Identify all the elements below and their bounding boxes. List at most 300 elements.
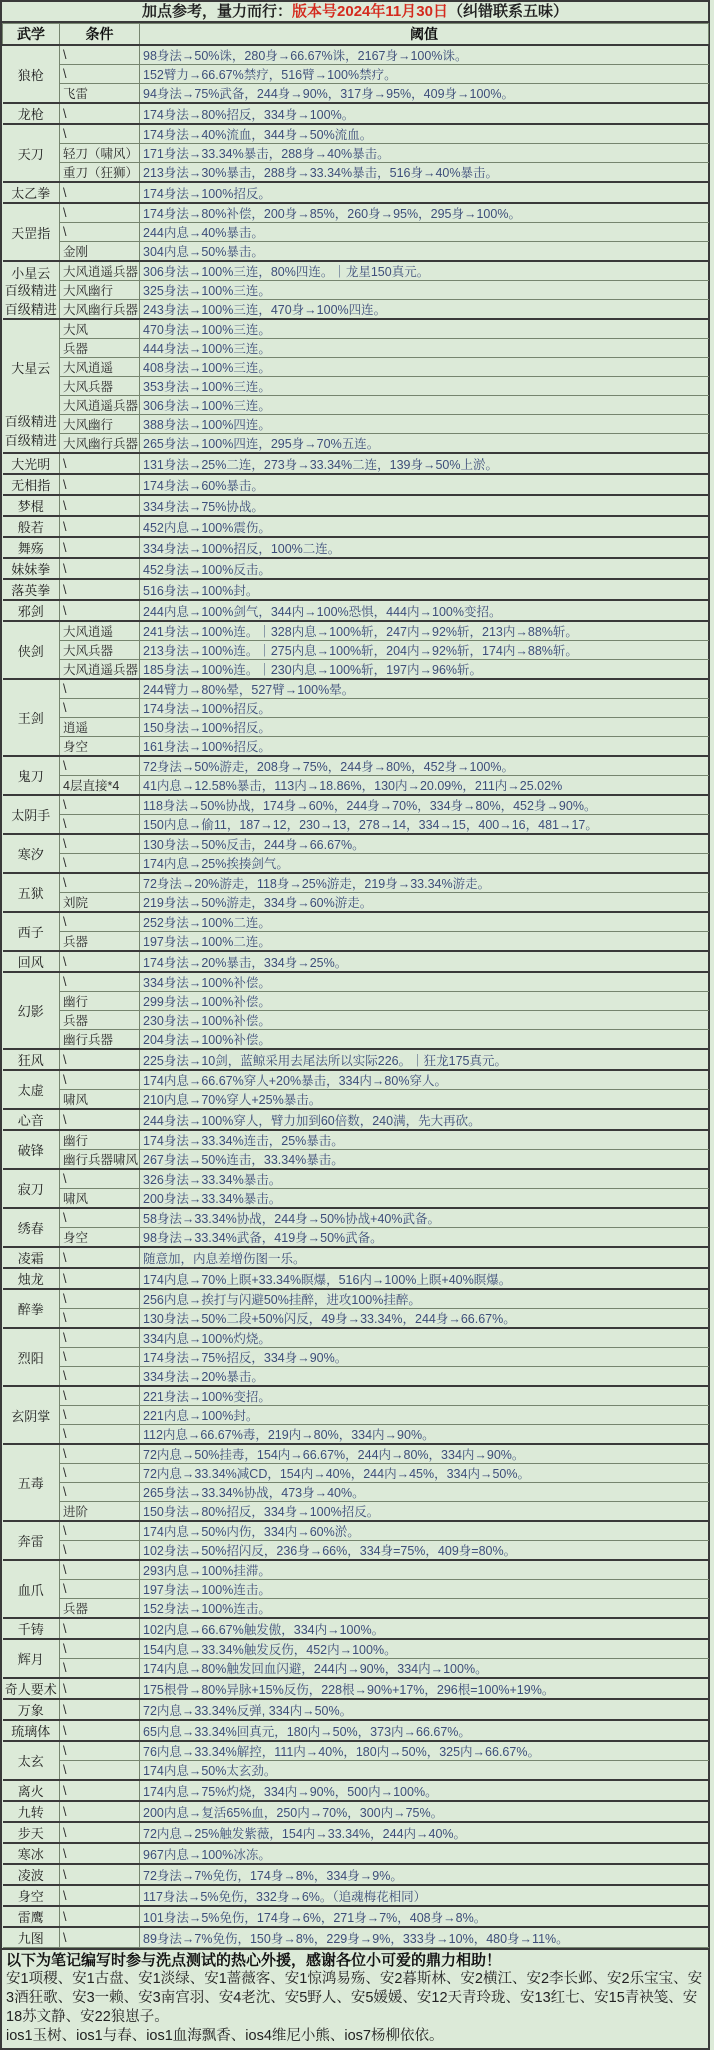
threshold-cell: 150内息→偷11，187→12，230→13，278→14，334→15，400→16，481→17。 [140,815,709,835]
condition-cell: 大风幽行兵器 [60,300,140,320]
table-row [3,1906,709,1927]
threshold-cell: 185身法→100%连。｜230内息→100%斩，197内→96%斩。 [140,660,709,680]
threshold-cell: 221内息→100%封。 [140,1406,709,1425]
martial-art-name: 五毒 [3,1444,60,1521]
threshold-cell: 452身法→100%反击。 [140,558,709,579]
table-row [3,873,709,893]
table-row [3,834,709,854]
martial-art-name: 辉月 [3,1639,60,1678]
martial-art-name: 妹妹拳 [3,558,60,579]
condition-cell: 大风逍遥兵器 [60,396,140,415]
condition-cell: \ [60,223,140,242]
condition-cell: \ [60,1580,140,1599]
table-row [3,1541,709,1561]
condition-cell: \ [60,1659,140,1679]
condition-cell: \ [60,1780,140,1801]
table-row [3,1130,709,1150]
stat-threshold-table [2,23,709,1948]
condition-cell: 大风幽行 [60,281,140,300]
threshold-cell: 41内息→12.58%暴击，113内→18.86%，130内→20.09%，211内→25.02% [140,776,709,796]
threshold-cell: 130身法→50%二段+50%闪反，49身→33.34%，244身→66.67%。 [140,1309,709,1329]
threshold-cell: 325身法→100%三连。 [140,281,709,300]
martial-art-name: 梦棍 [3,495,60,516]
martial-art-name: 狼枪 [3,45,60,103]
martial-art-name: 大光明 [3,453,60,474]
condition-cell: \ [60,795,140,815]
threshold-cell: 101身法→5%免伤，174身→6%，271身→7%，408身→8%。 [140,1906,709,1927]
threshold-cell: 174身法→20%暴击，334身→25%。 [140,951,709,972]
threshold-cell: 随意加，内息差增伤图一乐。 [140,1247,709,1268]
condition-cell: \ [60,1247,140,1268]
martial-art-name: 舞殇 [3,537,60,558]
table-row [3,1289,709,1309]
threshold-cell: 293内息→100%挂滞。 [140,1560,709,1580]
table-row [3,756,709,776]
table-row [3,776,709,796]
martial-art-name: 鬼刀 [3,756,60,795]
table-row [3,163,709,183]
threshold-cell: 197身法→100%连击。 [140,1580,709,1599]
condition-cell: \ [60,558,140,579]
table-row [3,1228,709,1248]
threshold-cell: 174内息→80%触发回血闪避，244内→90%，334内→100%。 [140,1659,709,1679]
condition-cell: 刘院 [60,893,140,913]
condition-cell: 大风幽行兵器 [60,434,140,454]
threshold-cell: 72身法→50%游走，208身→75%，244身→80%，452身→100%。 [140,756,709,776]
threshold-cell: 267身法→50%连击，33.34%暴击。 [140,1150,709,1170]
threshold-cell: 161身法→100%招反。 [140,737,709,757]
condition-cell: \ [60,1109,140,1130]
table-row [3,1367,709,1387]
threshold-cell: 243身法→100%三连，470身→100%四连。 [140,300,709,320]
table-row [3,1843,709,1864]
condition-cell: \ [60,1801,140,1822]
condition-cell: 幽行 [60,992,140,1011]
table-row [3,699,709,718]
condition-cell: \ [60,474,140,495]
threshold-cell: 967内息→100%冰冻。 [140,1843,709,1864]
table-row [3,660,709,680]
table-row [3,1444,709,1464]
table-row [3,1328,709,1348]
table-row [3,1741,709,1761]
table-row [3,84,709,104]
martial-art-name: 玄阴掌 [3,1386,60,1444]
threshold-cell: 219身法→50%游走，334身→60%游走。 [140,893,709,913]
table-row [3,1406,709,1425]
threshold-cell: 152身法→100%连击。 [140,1599,709,1619]
condition-cell: \ [60,1618,140,1639]
martial-art-name: 烈阳 [3,1328,60,1386]
header-condition: 条件 [60,24,140,46]
condition-cell: 大风兵器 [60,377,140,396]
threshold-cell: 76内息→33.34%解控，111内→40%，180内→50%，325内→66.67%。 [140,1741,709,1761]
martial-art-name: 太虚 [3,1070,60,1109]
condition-cell: \ [60,1464,140,1483]
condition-cell: \ [60,1328,140,1348]
threshold-cell: 174身法→100%招反。 [140,699,709,718]
threshold-cell: 334身法→100%补偿。 [140,972,709,992]
condition-cell: 进阶 [60,1502,140,1522]
threshold-cell: 174内息→75%灼烧，334内→90%，500内→100%。 [140,1780,709,1801]
condition-cell: \ [60,1541,140,1561]
martial-art-name: 绣春 [3,1208,60,1247]
condition-cell: 逍遥 [60,718,140,737]
threshold-cell: 304内息→50%暴击。 [140,242,709,262]
condition-cell: \ [60,182,140,203]
martial-art-name: 寒冰 [3,1843,60,1864]
threshold-cell: 174身法→75%招反，334身→90%。 [140,1348,709,1367]
threshold-cell: 174身法→40%流血，344身→50%流血。 [140,124,709,144]
condition-cell: \ [60,1348,140,1367]
table-row [3,474,709,495]
table-row [3,124,709,144]
table-row [3,1386,709,1406]
condition-cell: \ [60,1309,140,1329]
condition-cell: \ [60,873,140,893]
martial-art-name: 奇人要术 [3,1678,60,1699]
table-row [3,261,709,281]
table-row [3,203,709,223]
threshold-cell: 131身法→25%二连，273身→33.34%二连，139身→50%上淤。 [140,453,709,474]
threshold-cell: 72内息→33.34%减CD，154内→40%，244内→45%，334内→50%。 [140,1464,709,1483]
martial-art-name: 万象 [3,1699,60,1720]
table-row [3,1885,709,1906]
condition-cell: 兵器 [60,932,140,952]
condition-cell: \ [60,972,140,992]
condition-cell: \ [60,1386,140,1406]
condition-cell: 重刀（狂狮） [60,163,140,183]
condition-cell: \ [60,203,140,223]
table-row [3,992,709,1011]
table-row [3,358,709,377]
threshold-cell: 244内息→40%暴击。 [140,223,709,242]
condition-cell: 大风 [60,319,140,339]
martial-art-name: 回风 [3,951,60,972]
threshold-cell: 244内息→100%剑气，344内→100%恐惧，444内→100%变招。 [140,600,709,621]
threshold-cell: 150身法→80%招反，334身→100%招反。 [140,1502,709,1522]
condition-cell: \ [60,1927,140,1948]
martial-art-name: 幻影 [3,972,60,1049]
condition-cell: \ [60,756,140,776]
martial-art-name [3,261,60,319]
title-version-date: 版本号2024年11月30日 [292,3,448,20]
threshold-cell: 516身法→100%封。 [140,579,709,600]
threshold-cell: 306身法→100%三连。 [140,396,709,415]
martial-art-name-line: 大星云 [11,360,51,376]
condition-cell: \ [60,854,140,874]
martial-art-name-line: 小星云 [11,266,51,282]
table-row [3,1927,709,1948]
table-row [3,893,709,913]
threshold-cell: 470身法→100%三连。 [140,319,709,339]
condition-cell: 身空 [60,737,140,757]
threshold-cell: 171身法→33.34%暴击，288身→40%暴击。 [140,144,709,163]
table-row [3,223,709,242]
martial-art-name: 离火 [3,1780,60,1801]
threshold-cell: 265身法→100%四连，295身→70%五连。 [140,434,709,454]
threshold-cell: 72内息→25%触发紫薇，154内→33.34%，244内→40%。 [140,1822,709,1843]
condition-cell: \ [60,65,140,84]
martial-art-name: 太阴手 [3,795,60,834]
table-row [3,182,709,203]
martial-art-name: 邪剑 [3,600,60,621]
table-row [3,854,709,874]
condition-cell: \ [60,124,140,144]
threshold-cell: 265身法→33.34%协战，473身→40%。 [140,1483,709,1502]
condition-cell: 大风逍遥兵器 [60,261,140,281]
table-row [3,65,709,84]
threshold-cell: 102身法→50%招闪反，236身→66%，334身=75%，409身=80%。 [140,1541,709,1561]
credits-footer [2,1948,708,2048]
table-row [3,972,709,992]
condition-cell: \ [60,815,140,835]
threshold-cell: 65内息→33.34%回真元，180内→50%，373内→66.67%。 [140,1720,709,1741]
threshold-cell: 334身法→100%招反，100%二连。 [140,537,709,558]
martial-art-name: 龙枪 [3,103,60,124]
threshold-cell: 154内息→33.34%触发反伤，452内→100%。 [140,1639,709,1659]
martial-art-name: 寂刀 [3,1169,60,1208]
martial-art-name: 寒汐 [3,834,60,873]
martial-art-name: 落英拳 [3,579,60,600]
martial-art-name-line: 百级精进 [4,432,57,448]
condition-cell: 大风逍遥兵器 [60,660,140,680]
threshold-cell: 174身法→80%补偿，200身→85%，260身→95%，295身→100%。 [140,203,709,223]
threshold-cell: 89身法→7%免伤，150身→8%，229身→9%，333身→10%，480身→11%。 [140,1927,709,1948]
condition-cell: \ [60,1761,140,1781]
martial-art-name [3,319,60,453]
threshold-cell: 200内息→复活65%血，250内→70%，300内→75%。 [140,1801,709,1822]
condition-cell: 大风幽行 [60,415,140,434]
table-row [3,319,709,339]
table-header-row [3,24,709,46]
condition-cell: \ [60,1639,140,1659]
threshold-cell: 72身法→20%游走，118身→25%游走，219身→33.34%游走。 [140,873,709,893]
condition-cell: \ [60,834,140,854]
table-row [3,1483,709,1502]
martial-art-name: 凌霜 [3,1247,60,1268]
threshold-cell: 197身法→100%二连。 [140,932,709,952]
condition-cell: 飞雷 [60,84,140,104]
condition-cell: \ [60,453,140,474]
table-row [3,453,709,474]
martial-art-name: 凌波 [3,1864,60,1885]
condition-cell: 4层直接*4 [60,776,140,796]
threshold-cell: 174内息→70%上瞑+33.34%瞑爆，516内→100%上瞑+40%瞑爆。 [140,1268,709,1289]
credits-android-names: 安1项稷、安1古盘、安1淡绿、安1蔷薇客、安1惊鸿易殇、安2暮斯林、安2横江、安2李长邺、安2乐宝宝、安3酒狂歌、安3一赖、安3南宫羽、安4老沈、安5野人、安5媛媛、安12天青玲珑、安13红七、安15青袂笺、安18苏文静、安22狼崽子。 [6,1971,703,2025]
threshold-cell: 334身法→20%暴击。 [140,1367,709,1387]
condition-cell: \ [60,1367,140,1387]
threshold-cell: 299身法→100%补偿。 [140,992,709,1011]
threshold-cell: 334内息→100%灼烧。 [140,1328,709,1348]
table-row [3,415,709,434]
condition-cell: 兵器 [60,1599,140,1619]
threshold-cell: 150身法→100%招反。 [140,718,709,737]
table-row [3,1049,709,1070]
table-row [3,1090,709,1110]
threshold-cell: 98身法→33.34%武备，419身→50%武备。 [140,1228,709,1248]
condition-cell: \ [60,600,140,621]
threshold-cell: 102内息→66.67%触发傲，334内→100%。 [140,1618,709,1639]
threshold-cell: 72身法→7%免伤，174身→8%，334身→9%。 [140,1864,709,1885]
condition-cell: \ [60,1169,140,1189]
condition-cell: \ [60,1678,140,1699]
condition-cell: \ [60,1843,140,1864]
table-row [3,434,709,454]
table-row [3,300,709,320]
threshold-cell: 213身法→30%暴击，288身→33.34%暴击，516身→40%暴击。 [140,163,709,183]
condition-cell: \ [60,1425,140,1445]
threshold-cell: 112内息→66.67%毒，219内→80%，334内→90%。 [140,1425,709,1445]
table-row [3,45,709,65]
martial-art-name: 无相指 [3,474,60,495]
table-row [3,1580,709,1599]
table-row [3,1521,709,1541]
table-row [3,1109,709,1130]
condition-cell: \ [60,1049,140,1070]
condition-cell: \ [60,1406,140,1425]
table-row [3,1309,709,1329]
table-row [3,1618,709,1639]
martial-art-name: 天罡指 [3,203,60,261]
threshold-cell: 256内息→挨打与闪避50%挂醉，进攻100%挂醉。 [140,1289,709,1309]
table-row [3,281,709,300]
threshold-cell: 204身法→100%补偿。 [140,1030,709,1050]
threshold-cell: 174内息→25%挨揍剑气。 [140,854,709,874]
condition-cell: \ [60,1699,140,1720]
title-suffix: （纠错联系五味） [447,3,568,20]
table-row [3,1822,709,1843]
condition-cell: \ [60,516,140,537]
martial-art-name: 奔雷 [3,1521,60,1560]
table-row [3,951,709,972]
martial-art-name-line: 百级精进 [4,413,57,429]
condition-cell: \ [60,951,140,972]
table-row [3,1659,709,1679]
threshold-cell: 118身法→50%协战，174身→60%，244身→70%，334身→80%，452身→90%。 [140,795,709,815]
condition-cell: \ [60,699,140,718]
table-row [3,1169,709,1189]
credits-ios-names: ios1玉树、ios1与春、ios1血海飘香、ios4维尼小熊、ios7杨柳依依。 [6,2028,444,2044]
threshold-cell: 72内息→33.34%反弹, 334内→50%。 [140,1699,709,1720]
table-row [3,621,709,641]
martial-art-name-line: 百级精进 [4,283,57,299]
threshold-cell: 174身法→80%招反，334身→100%。 [140,103,709,124]
threshold-cell: 444身法→100%三连。 [140,339,709,358]
martial-art-name: 太乙拳 [3,182,60,203]
condition-cell: \ [60,1906,140,1927]
table-row [3,1780,709,1801]
table-row [3,1864,709,1885]
table-row [3,932,709,952]
table-row [3,1720,709,1741]
condition-cell: \ [60,1720,140,1741]
condition-cell: 身空 [60,1228,140,1248]
table-row [3,495,709,516]
threshold-cell: 230身法→100%补偿。 [140,1011,709,1030]
condition-cell: \ [60,1483,140,1502]
condition-cell: \ [60,579,140,600]
table-row [3,1560,709,1580]
threshold-cell: 174内息→66.67%穿人+20%暴击，334内→80%穿人。 [140,1070,709,1090]
threshold-cell: 408身法→100%三连。 [140,358,709,377]
table-row [3,1208,709,1228]
condition-cell: 金刚 [60,242,140,262]
threshold-cell: 174身法→33.34%连击，25%暴击。 [140,1130,709,1150]
threshold-cell: 326身法→33.34%暴击。 [140,1169,709,1189]
condition-cell: 幽行 [60,1130,140,1150]
threshold-cell: 174身法→100%招反。 [140,182,709,203]
table-row [3,1599,709,1619]
condition-cell: 大风逍遥 [60,621,140,641]
martial-art-name: 千铸 [3,1618,60,1639]
threshold-cell: 94身法→75%武备，244身→90%，317身→95%，409身→100%。 [140,84,709,104]
threshold-cell: 241身法→100%连。｜328内息→100%斩，247内→92%斩，213内→88%斩。 [140,621,709,641]
threshold-cell: 72内息→50%挂毒，154内→66.67%，244内→80%，334内→90%。 [140,1444,709,1464]
table-row [3,558,709,579]
condition-cell: 幽行兵器啸风 [60,1150,140,1170]
threshold-cell: 244臂力→80%晕，527臂→100%晕。 [140,679,709,699]
condition-cell: \ [60,912,140,932]
martial-art-name: 雷鹰 [3,1906,60,1927]
table-row [3,242,709,262]
table-row [3,1761,709,1781]
table-row [3,1678,709,1699]
table-row [3,737,709,757]
threshold-cell: 252身法→100%二连。 [140,912,709,932]
table-row [3,679,709,699]
martial-art-name: 身空 [3,1885,60,1906]
condition-cell: 兵器 [60,1011,140,1030]
table-row [3,1247,709,1268]
table-row [3,1464,709,1483]
table-row [3,516,709,537]
martial-art-name: 侠剑 [3,621,60,679]
threshold-cell: 306身法→100%三连，80%四连。｜龙星150真元。 [140,261,709,281]
threshold-cell: 130身法→50%反击，244身→66.67%。 [140,834,709,854]
table-row [3,795,709,815]
table-row [3,396,709,415]
table-row [3,1011,709,1030]
table-row [3,1030,709,1050]
martial-art-name: 琉璃体 [3,1720,60,1741]
condition-cell: \ [60,103,140,124]
table-row [3,1189,709,1209]
condition-cell: 啸风 [60,1090,140,1110]
condition-cell: 轻刀（啸风） [60,144,140,163]
condition-cell: \ [60,1268,140,1289]
martial-art-name: 西子 [3,912,60,951]
table-row [3,1699,709,1720]
martial-art-name: 血爪 [3,1560,60,1618]
threshold-cell: 174内息→50%内伤，334内→60%淤。 [140,1521,709,1541]
condition-cell: \ [60,495,140,516]
condition-cell: \ [60,1208,140,1228]
condition-cell: \ [60,1741,140,1761]
condition-cell: \ [60,679,140,699]
martial-art-name: 般若 [3,516,60,537]
table-row [3,815,709,835]
condition-cell: \ [60,1560,140,1580]
threshold-cell: 388身法→100%四连。 [140,415,709,434]
table-row [3,1425,709,1445]
threshold-cell: 175根骨→80%异脉+15%反伤，228根→90%+17%，296根=100%+19%。 [140,1678,709,1699]
condition-cell: \ [60,1885,140,1906]
condition-cell: 大风兵器 [60,641,140,660]
martial-art-name: 太玄 [3,1741,60,1780]
condition-cell: 啸风 [60,1189,140,1209]
threshold-cell: 334身法→75%协战。 [140,495,709,516]
